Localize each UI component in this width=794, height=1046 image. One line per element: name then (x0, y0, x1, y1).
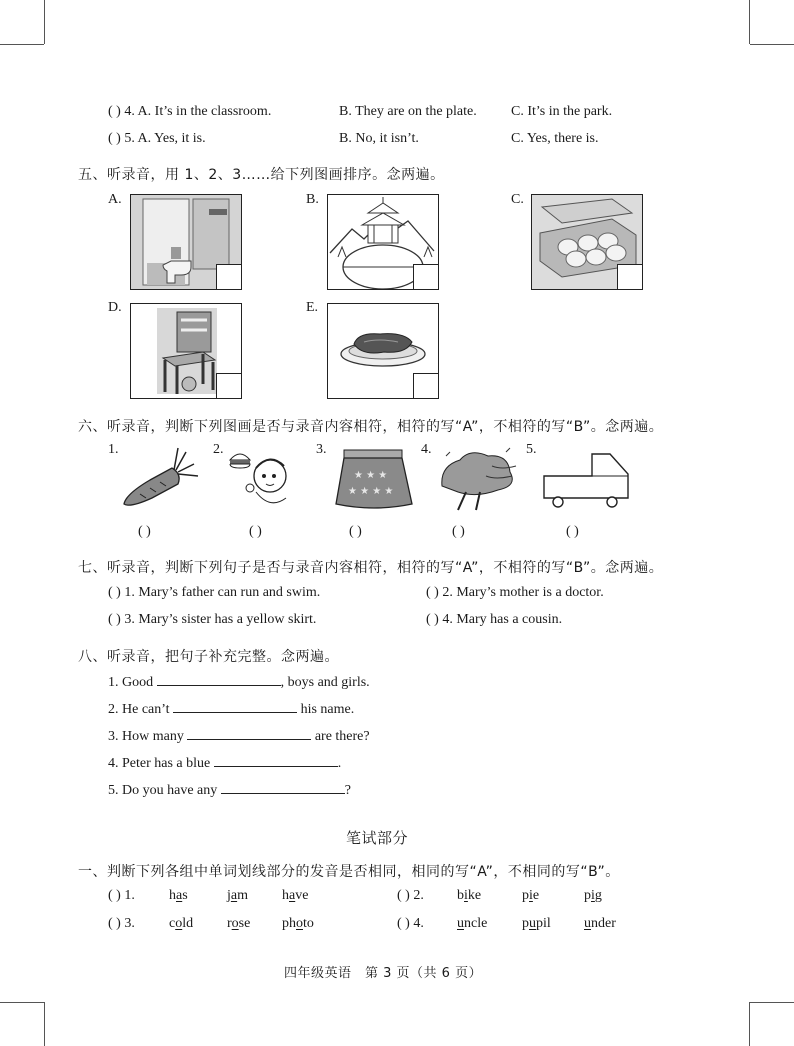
answer-paren[interactable]: ( ) (108, 131, 121, 146)
carrot-icon (120, 446, 200, 510)
answer-paren[interactable]: ( ) (426, 612, 439, 627)
judge-item: ( ) 1. Mary’s father can run and swim. (108, 585, 321, 600)
answer-paren[interactable]: ( ) (249, 524, 262, 539)
page-footer: 四年级英语 第 3 页（共 6 页） (284, 966, 483, 981)
option-b: B. No, it isn’t. (339, 131, 419, 146)
listen-item: ( ) 4. A. It’s in the classroom. (108, 104, 272, 119)
phonics-item: ( ) 3. (108, 916, 135, 931)
phonics-word: jam (227, 888, 248, 903)
crop-mark (0, 44, 44, 45)
fill-sentence: 1. Good , boys and girls. (108, 675, 370, 690)
option-b: B. They are on the plate. (339, 104, 477, 119)
picture-label: 2. (213, 442, 224, 457)
phonics-item: ( ) 1. (108, 888, 135, 903)
picture-label: A. (108, 192, 122, 207)
crop-mark (44, 0, 45, 44)
option-c: C. Yes, there is. (511, 131, 599, 146)
picture-label: 5. (526, 442, 537, 457)
answer-paren[interactable]: ( ) (426, 585, 439, 600)
phonics-word: rose (227, 916, 251, 931)
phonics-word: has (169, 888, 188, 903)
answer-paren[interactable]: ( ) (397, 916, 410, 931)
picture-label: E. (306, 300, 319, 315)
answer-box[interactable] (216, 373, 242, 399)
phonics-word: bike (457, 888, 482, 903)
truck-icon (540, 450, 632, 510)
phonics-word: pig (584, 888, 602, 903)
judge-item: ( ) 3. Mary’s sister has a yellow skirt. (108, 612, 317, 627)
section-title: 六、听录音，判断下列图画是否与录音内容相符，相符的写“A”，不相符的写“B”。念两遍。 (78, 419, 664, 435)
answer-box[interactable] (413, 373, 439, 399)
answer-box[interactable] (216, 264, 242, 290)
phonics-word: have (282, 888, 309, 903)
option-c: C. It’s in the park. (511, 104, 613, 119)
picture-box-c (531, 194, 643, 290)
phonics-item: ( ) 2. (397, 888, 424, 903)
phonics-word: pupil (522, 916, 551, 931)
fill-blank[interactable] (187, 727, 311, 740)
fill-blank[interactable] (221, 781, 345, 794)
skirt-icon (334, 448, 414, 512)
judge-item: ( ) 4. Mary has a cousin. (426, 612, 563, 627)
fill-sentence: 4. Peter has a blue . (108, 756, 342, 771)
fill-sentence: 5. Do you have any ? (108, 783, 351, 798)
answer-paren[interactable]: ( ) (108, 585, 121, 600)
phonics-word: cold (169, 916, 194, 931)
section-title: 一、判断下列各组中单词划线部分的发音是否相同，相同的写“A”，不相同的写“B”。 (78, 864, 620, 880)
picture-label: 1. (108, 442, 119, 457)
judge-item: ( ) 2. Mary’s mother is a doctor. (426, 585, 604, 600)
answer-paren[interactable]: ( ) (566, 524, 579, 539)
picture-label: C. (511, 192, 524, 207)
section-title: 八、听录音，把句子补充完整。念两遍。 (78, 649, 339, 665)
crop-mark (44, 1002, 45, 1046)
picture-label: D. (108, 300, 122, 315)
fill-blank[interactable] (157, 673, 281, 686)
answer-paren[interactable]: ( ) (108, 916, 121, 931)
answer-box[interactable] (617, 264, 643, 290)
crop-mark (750, 44, 794, 45)
phonics-word: uncle (457, 916, 488, 931)
answer-paren[interactable]: ( ) (108, 612, 121, 627)
windy-tree-icon (436, 446, 520, 512)
phonics-word: under (584, 916, 616, 931)
answer-paren[interactable]: ( ) (108, 888, 121, 903)
picture-label: 4. (421, 442, 432, 457)
fill-sentence: 3. How many are there? (108, 729, 370, 744)
answer-box[interactable] (413, 264, 439, 290)
section-title: 五、听录音，用 1、2、3……给下列图画排序。念两遍。 (78, 167, 445, 183)
answer-paren[interactable]: ( ) (397, 888, 410, 903)
picture-label: B. (306, 192, 319, 207)
listen-item: ( ) 5. A. Yes, it is. (108, 131, 206, 146)
written-heading: 笔试部分 (346, 829, 409, 847)
answer-paren[interactable]: ( ) (138, 524, 151, 539)
crop-mark (0, 1002, 44, 1003)
picture-box-a (130, 194, 242, 290)
phonics-word: pie (522, 888, 540, 903)
fill-blank[interactable] (214, 754, 338, 767)
picture-box-e (327, 303, 439, 399)
answer-paren[interactable]: ( ) (108, 104, 121, 119)
svg-text:★ ★ ★ ★: ★ ★ ★ ★ (348, 486, 394, 497)
svg-text:★ ★ ★: ★ ★ ★ (354, 470, 388, 481)
picture-box-d (130, 303, 242, 399)
answer-paren[interactable]: ( ) (349, 524, 362, 539)
section-title: 七、听录音，判断下列句子是否与录音内容相符，相符的写“A”，不相符的写“B”。念两遍。 (78, 560, 664, 576)
fill-sentence: 2. He can’t his name. (108, 702, 355, 717)
burger-girl-icon (226, 446, 296, 510)
fill-blank[interactable] (173, 700, 297, 713)
phonics-item: ( ) 4. (397, 916, 424, 931)
crop-mark (749, 1002, 750, 1046)
crop-mark (750, 1002, 794, 1003)
phonics-word: photo (282, 916, 314, 931)
answer-paren[interactable]: ( ) (452, 524, 465, 539)
crop-mark (749, 0, 750, 44)
picture-box-b (327, 194, 439, 290)
picture-label: 3. (316, 442, 327, 457)
